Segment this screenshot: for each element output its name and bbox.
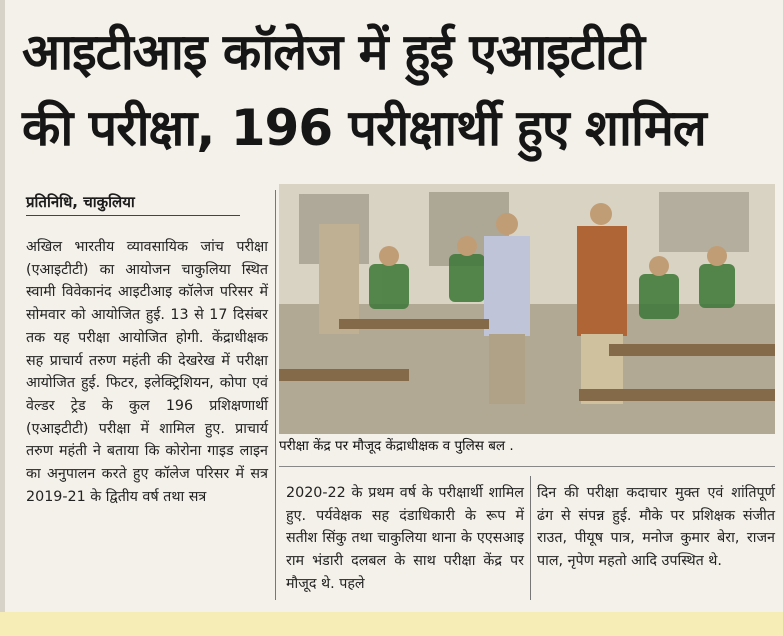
- column-divider-2: [530, 476, 531, 600]
- headline-line-1: आइटीआइ कॉलेज में हुई एआइटीटी: [22, 23, 645, 81]
- page-edge: [0, 0, 5, 636]
- news-photo: [279, 184, 775, 434]
- caption-divider: [279, 466, 775, 467]
- footer-band: [0, 612, 783, 636]
- column-divider: [275, 190, 276, 600]
- headline: [22, 14, 774, 166]
- exam-hall-photo-illustration: [279, 184, 775, 434]
- dateline: प्रतिनिधि, चाकुलिया: [26, 190, 240, 216]
- article-column-1: अखिल भारतीय व्यावसायिक जांच परीक्षा (एआइटीटी) का आयोजन चाकुलिया स्थित स्वामी विवेकानंद आइटीआइ कॉलेज परिसर में सोमवार को आयोजित हुई. 13 से 17 दिसंबर तक यह परीक्षा आयोजित होगी. केंद्राधीक्षक सह प्राचार्य तरुण महंती की देखरेख में परीक्षा आयोजित हुई. फिटर, इलेक्ट्रिशियन, कोपा एवं वेल्डर ट्रेड के कुल 196 प्रशिक्षणार्थी (एआइटीटी) परीक्षा में शामिल हुए. प्राचार्य तरुण महंती ने बताया कि कोरोना गाइड लाइन का अनुपालन करते हुए कॉलेज परिसर में सत्र 2019-21 के द्वितीय वर्ष तथा सत्र: [26, 239, 268, 505]
- article-column-2: 2020-22 के प्रथम वर्ष के परीक्षार्थी शामिल हुए. पर्यवेक्षक सह दंडाधिकारी के रूप में सतीश सिंकु तथा चाकुलिया थाना के एएसआइ राम भंडारी दलबल के साथ परीक्षा केंद्र पर मौजूद थे. पहले: [286, 485, 524, 592]
- article-column-3: दिन की परीक्षा कदाचार मुक्त एवं शांतिपूर्ण ढंग से संपन्न हुई. मौके पर प्रशिक्षक संजीत राउत, पीयूष पात्र, मनोज कुमार बेरा, राजन पाल, नृपेण महतो आदि उपस्थित थे.: [537, 485, 775, 570]
- headline-line-2: की परीक्षा, 196 परीक्षार्थी हुए शामिल: [22, 99, 706, 157]
- photo-caption: परीक्षा केंद्र पर मौजूद केंद्राधीक्षक व पुलिस बल .: [279, 438, 514, 454]
